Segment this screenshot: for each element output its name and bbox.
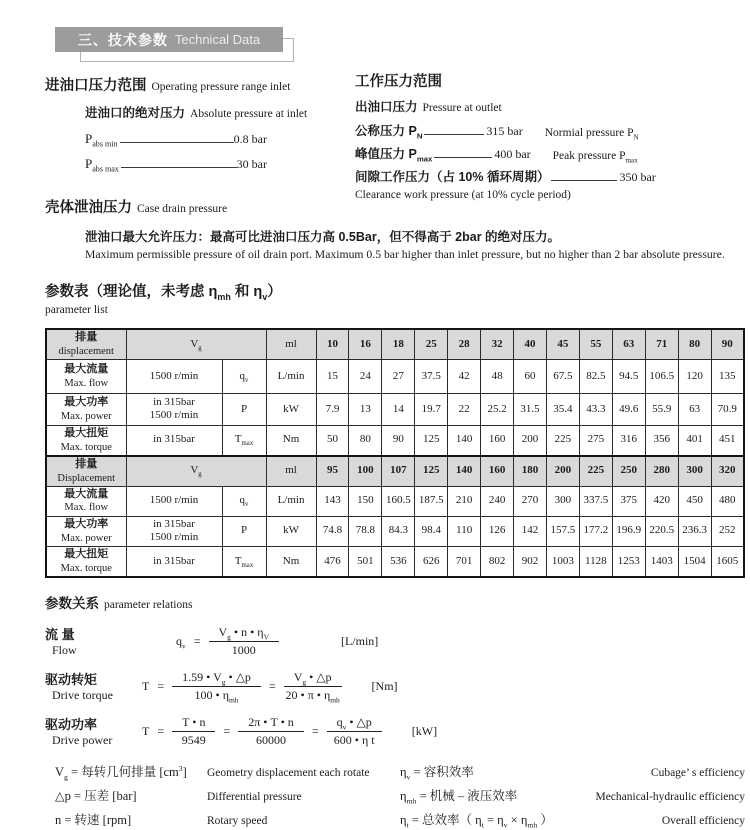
fraction: $\frac{T • n}{9549}$ [172, 715, 215, 748]
table-cell: 143 [316, 486, 349, 516]
table-cell: 200 [514, 425, 547, 455]
pressure-value: 30 bar [236, 157, 267, 171]
table-cell: kW [266, 393, 316, 425]
table-cell: 240 [481, 486, 514, 516]
table-cell: 1500 r/min [126, 486, 222, 516]
table-row [46, 486, 744, 516]
table-cell: 275 [579, 425, 612, 455]
pressure-label-en: Normial pressure $P_N$ [544, 127, 639, 142]
table-cell: 84.3 [382, 516, 415, 547]
table-header-cell: 160 [481, 456, 514, 486]
section-banner [55, 27, 355, 69]
pressure-value: 350 bar [619, 170, 656, 184]
inlet-pressure-section [45, 74, 350, 172]
table-cell: 106.5 [645, 359, 678, 393]
table-cell: in 315bar [126, 425, 222, 455]
table-cell: 157.5 [546, 516, 579, 547]
table-cell: 150 [349, 486, 382, 516]
table-cell: $q_v$ [222, 486, 266, 516]
case-drain-section [45, 196, 750, 261]
table-cell: 最大扭矩 Max. torque [46, 547, 126, 577]
table-cell: 15 [316, 359, 349, 393]
table-cell: 最大功率 Max. power [46, 393, 126, 425]
formula-label: 驱动功率 Drive power [45, 717, 113, 747]
table-header-cell: 80 [678, 329, 711, 359]
legend-item: $\eta_t$ = 总效率（ $\eta_t = \eta_v \times \eta_{mh}$ ） Overall efficiency [400, 813, 745, 830]
table-cell: L/min [266, 359, 316, 393]
table-cell: 70.9 [711, 393, 744, 425]
table-cell: 140 [448, 425, 481, 455]
table-cell: 902 [514, 547, 547, 577]
working-heading: 工作压力范围 [355, 74, 442, 90]
fraction: $\frac{2\pi • T • n}{60000}$ [238, 715, 304, 748]
table-header-cell: 95 [316, 456, 349, 486]
table-cell: 42 [448, 359, 481, 393]
legend-section [55, 762, 745, 830]
table-header-row [46, 329, 744, 359]
pressure-label: $P_{abs max}$ [85, 156, 119, 174]
table-cell: 120 [678, 359, 711, 393]
table-header-cell: 107 [382, 456, 415, 486]
table-header-cell: 320 [711, 456, 744, 486]
table-cell: 252 [711, 516, 744, 547]
table-cell: 126 [481, 516, 514, 547]
formula-flow: $q_v$ = $\frac{V_g • n • \eta_V}{1000}$ [L/min] [176, 624, 379, 657]
table-cell: 420 [645, 486, 678, 516]
parameter-table [45, 328, 745, 578]
pressure-value: 315 bar [486, 124, 523, 138]
parameter-table-title [45, 280, 282, 316]
table-cell: 60 [514, 359, 547, 393]
table-cell: 63 [678, 393, 711, 425]
table-cell: 802 [481, 547, 514, 577]
table-cell: 401 [678, 425, 711, 455]
table-header-cell: 90 [711, 329, 744, 359]
banner-title [55, 27, 283, 52]
table-cell: kW [266, 516, 316, 547]
table-cell: 49.6 [612, 393, 645, 425]
table-header-cell: ml [266, 456, 316, 486]
legend-item: $\eta_{mh}$ = 机械 – 液压效率 Mechanical-hydraulic efficiency [400, 789, 745, 806]
fraction: $\frac{V_g • \triangle p}{20 • \pi • \eta_{mh}}$ [285, 669, 340, 704]
table-cell: 80 [349, 425, 382, 455]
pressure-row-clearance [355, 167, 748, 185]
table-header-cell: 18 [382, 329, 415, 359]
table-cell: Nm [266, 425, 316, 455]
table-cell: Nm [266, 547, 316, 577]
table-cell: 356 [645, 425, 678, 455]
table-cell: 43.3 [579, 393, 612, 425]
pressure-label: 公称压力 $P_N$ [355, 124, 423, 141]
leader-line [120, 142, 234, 143]
table-cell: 78.8 [349, 516, 382, 547]
formula-row-flow [45, 624, 750, 658]
banner-title-cn: 三、技术参数 [77, 31, 168, 48]
table-cell: 220.5 [645, 516, 678, 547]
formula-label: 驱动转矩 Drive torque [45, 672, 113, 702]
table-cell: 90 [382, 425, 415, 455]
table-cell: 196.9 [612, 516, 645, 547]
parameter-table-title-en: parameter list [45, 304, 108, 316]
table-cell: 451 [711, 425, 744, 455]
table-cell: 最大扭矩 Max. torque [46, 425, 126, 455]
table-cell: $q_v$ [222, 359, 266, 393]
table-cell: 337.5 [579, 486, 612, 516]
table-cell: 476 [316, 547, 349, 577]
table-cell: 236.3 [678, 516, 711, 547]
table-header-cell: 16 [349, 329, 382, 359]
table-cell: 94.5 [612, 359, 645, 393]
formula-row-torque [45, 669, 750, 703]
table-cell: 160 [481, 425, 514, 455]
pressure-row-abs-min [85, 131, 267, 147]
legend-item: n = 转速 [rpm] Rotary speed [55, 813, 268, 827]
table-cell: 375 [612, 486, 645, 516]
table-cell: 74.8 [316, 516, 349, 547]
table-cell: P [222, 393, 266, 425]
table-cell: 7.9 [316, 393, 349, 425]
banner-title-en: Technical Data [174, 32, 261, 47]
pressure-label: 峰值压力 $P_{max}$ [355, 147, 433, 164]
leader-line [424, 134, 484, 135]
table-cell: $T_{max}$ [222, 547, 266, 577]
table-cell: 最大流量 Max. flow [46, 359, 126, 393]
formula-row-power [45, 714, 750, 748]
table-header-cell: $V_g$ [126, 329, 266, 359]
pressure-label-en: Peak pressure $P_{max}$ [552, 150, 638, 165]
table-cell: 1253 [612, 547, 645, 577]
table-cell: 536 [382, 547, 415, 577]
pressure-row-peak [355, 144, 748, 165]
table-header-cell: 180 [514, 456, 547, 486]
table-cell: 316 [612, 425, 645, 455]
case-drain-heading: 壳体泄油压力 Case drain pressure [45, 200, 228, 216]
table-cell: 最大功率 Max. power [46, 516, 126, 547]
table-header-cell: 71 [645, 329, 678, 359]
relations-heading: 参数关系 parameter relations [45, 596, 193, 611]
relations-section [45, 592, 750, 748]
working-subheading: 出油口压力 Pressure at outlet [355, 100, 502, 114]
formula-power: T = $\frac{T • n}{9549}$ = $\frac{2\pi • T • n}{60000}$ = $\frac{q_v • \triangle p}{\text{600 • η t}}$ [kW] [142, 714, 438, 747]
clearance-footnote: Clearance work pressure (at 10% cycle period) [355, 189, 571, 201]
table-cell: 1128 [579, 547, 612, 577]
table-header-cell: 55 [579, 329, 612, 359]
table-cell: 98.4 [415, 516, 448, 547]
table-row [46, 425, 744, 455]
table-cell: 450 [678, 486, 711, 516]
inlet-heading: 进油口压力范围 Operating pressure range inlet [45, 78, 291, 94]
fraction: $\frac{1.59 • V_g • \triangle p}{100 • \eta_{mh}}$ [172, 670, 261, 703]
working-pressure-section [355, 70, 748, 201]
case-drain-text-en: Maximum permissible pressure of oil drain port. Maximum 0.5 bar higher than inlet pressure, but no higher than 2 bar absolute pressure. [85, 248, 725, 261]
table-cell: 24 [349, 359, 382, 393]
table-header-cell: 45 [546, 329, 579, 359]
table-cell: in 315bar 1500 r/min [126, 393, 222, 425]
table-cell: 270 [514, 486, 547, 516]
table-cell: 1605 [711, 547, 744, 577]
table-row [46, 516, 744, 547]
table-cell: 37.5 [415, 359, 448, 393]
table-header-cell: 28 [448, 329, 481, 359]
table-header-cell: 32 [481, 329, 514, 359]
table-header-cell: 63 [612, 329, 645, 359]
table-header-cell: 25 [415, 329, 448, 359]
table-cell: 14 [382, 393, 415, 425]
parameter-table-title-cn: 参数表（理论值，未考虑 $\eta_{mh}$ 和 $\eta_v$） [45, 284, 282, 302]
case-drain-text-cn: 泄油口最大允许压力：最高可比进油口压力高 0.5Bar，但不得高于 2bar 的绝对压力。 [85, 230, 561, 244]
leader-line [551, 180, 617, 181]
pressure-row-abs-max [85, 156, 267, 172]
fraction: $\frac{V_g • n • \eta_V}{1000}$ [209, 625, 279, 658]
table-row [46, 547, 744, 577]
table-cell: 22 [448, 393, 481, 425]
table-cell: 210 [448, 486, 481, 516]
legend-item: $\eta_v$ = 容积效率 Cubage’ s efficiency [400, 765, 745, 782]
leader-line [121, 167, 237, 168]
table-cell: 626 [415, 547, 448, 577]
table-cell: 1003 [546, 547, 579, 577]
formula-torque: T = $\frac{1.59 • V_g • \triangle p}{100 • \eta_{mh}}$ = $\frac{V_g • \triangle p}{20 • \pi • \eta_{mh}}$ [Nm] [142, 669, 398, 704]
table-header-cell: $V_g$ [126, 456, 266, 486]
table-row [46, 359, 744, 393]
legend-right-column [400, 762, 745, 830]
pressure-value: 400 bar [494, 147, 531, 161]
table-cell: 55.9 [645, 393, 678, 425]
table-cell: 31.5 [514, 393, 547, 425]
leader-line [434, 157, 492, 158]
table-cell: 160.5 [382, 486, 415, 516]
table-header-cell: 10 [316, 329, 349, 359]
legend-item: △p = 压差 [bar] Differential pressure [55, 789, 302, 803]
pressure-value: 0.8 bar [233, 132, 267, 146]
table-header-cell: ml [266, 329, 316, 359]
inlet-subheading: 进油口的绝对压力 Absolute pressure at inlet [85, 106, 308, 120]
table-header-cell: 排量 Displacement [46, 456, 126, 486]
table-header-row [46, 456, 744, 486]
table-row [46, 393, 744, 425]
table-cell: 27 [382, 359, 415, 393]
table-header-cell: 250 [612, 456, 645, 486]
table-header-cell: 200 [546, 456, 579, 486]
table-cell: 35.4 [546, 393, 579, 425]
fraction: $\frac{q_v • \triangle p}{\text{600 • η t}}$ [327, 715, 382, 748]
table-cell: 67.5 [546, 359, 579, 393]
table-cell: 177.2 [579, 516, 612, 547]
table-cell: 1500 r/min [126, 359, 222, 393]
legend-item: $V_g$ = 每转几何排量 $[cm^3]$ Geometry displacement each rotate [55, 763, 370, 782]
legend-left-column [55, 762, 400, 830]
table-cell: 125 [415, 425, 448, 455]
table-cell: 50 [316, 425, 349, 455]
pressure-row-nominal [355, 121, 748, 142]
table-cell: $T_{max}$ [222, 425, 266, 455]
table-cell: 701 [448, 547, 481, 577]
table-cell: 48 [481, 359, 514, 393]
table-cell: 187.5 [415, 486, 448, 516]
table-cell: 25.2 [481, 393, 514, 425]
table-cell: in 315bar 1500 r/min [126, 516, 222, 547]
table-header-cell: 100 [349, 456, 382, 486]
table-cell: 142 [514, 516, 547, 547]
table-header-cell: 225 [579, 456, 612, 486]
table-cell: 13 [349, 393, 382, 425]
table-cell: L/min [266, 486, 316, 516]
table-header-cell: 140 [448, 456, 481, 486]
table-header-cell: 300 [678, 456, 711, 486]
table-cell: 225 [546, 425, 579, 455]
table-cell: 19.7 [415, 393, 448, 425]
table-cell: P [222, 516, 266, 547]
pressure-label: 间隙工作压力（占 10% 循环周期） [355, 170, 550, 184]
table-header-cell: 125 [415, 456, 448, 486]
table-cell: 82.5 [579, 359, 612, 393]
table-cell: in 315bar [126, 547, 222, 577]
table-cell: 110 [448, 516, 481, 547]
table-cell: 1403 [645, 547, 678, 577]
table-cell: 1504 [678, 547, 711, 577]
table-cell: 300 [546, 486, 579, 516]
table-header-cell: 40 [514, 329, 547, 359]
table-cell: 501 [349, 547, 382, 577]
pressure-label: $P_{abs min}$ [85, 131, 118, 149]
table-cell: 480 [711, 486, 744, 516]
table-header-cell: 280 [645, 456, 678, 486]
formula-label: 流 量 Flow [45, 627, 77, 657]
table-cell: 135 [711, 359, 744, 393]
table-cell: 最大流量 Max. flow [46, 486, 126, 516]
table-header-cell: 排量 displacement [46, 329, 126, 359]
